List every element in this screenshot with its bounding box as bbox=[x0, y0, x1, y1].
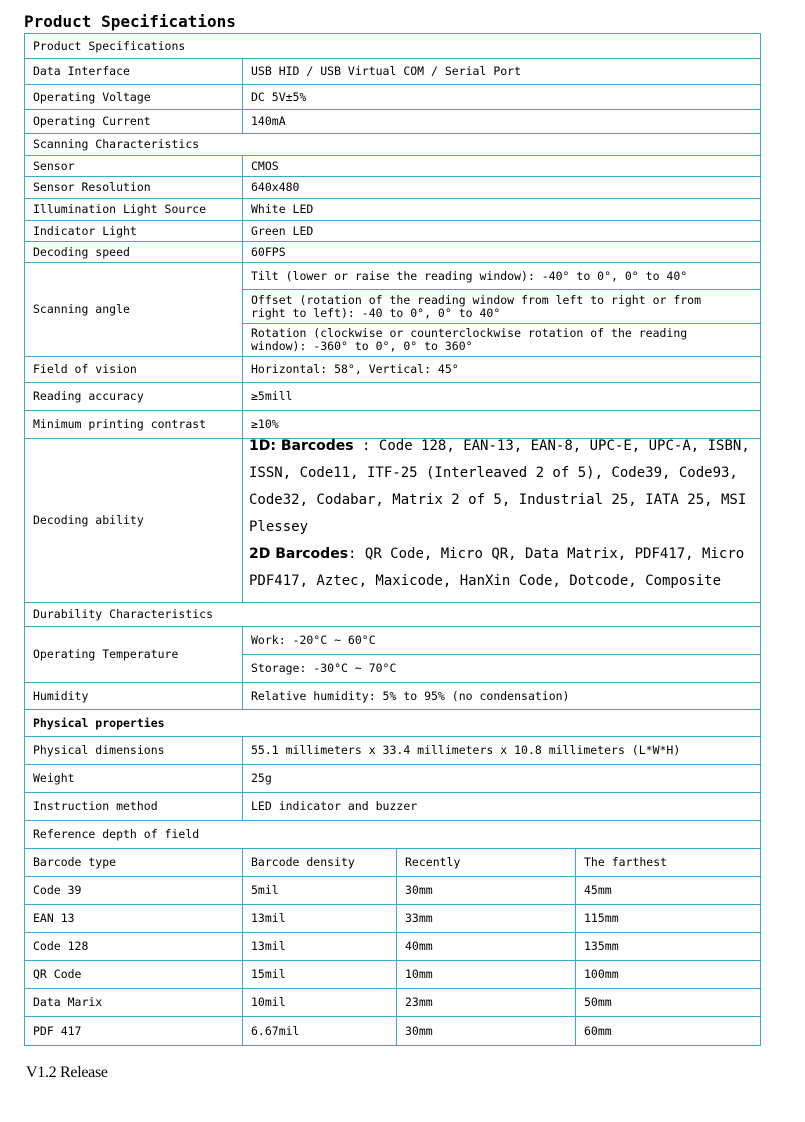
page-title: Product Specifications bbox=[24, 12, 236, 31]
decoding-1d-line: ISSN, Code11, ITF-25 (Interleaved 2 of 5), Code39, Code93, bbox=[249, 464, 738, 481]
table-cell: 6.67mil bbox=[243, 1017, 397, 1046]
table-row bbox=[25, 961, 761, 989]
section-header-durability: Durability Characteristics bbox=[25, 603, 761, 627]
table-cell: 30mm bbox=[397, 1017, 576, 1046]
row-label: Weight bbox=[25, 765, 243, 793]
table-cell: 115mm bbox=[576, 905, 761, 933]
section-header-depth: Reference depth of field bbox=[25, 821, 761, 849]
row-value: LED indicator and buzzer bbox=[243, 793, 761, 821]
table-cell: 10mil bbox=[243, 989, 397, 1017]
row-label: Sensor Resolution bbox=[25, 177, 243, 199]
column-header: Recently bbox=[397, 849, 576, 877]
row-value: 140mA bbox=[243, 110, 761, 134]
table-row bbox=[25, 989, 761, 1017]
column-header: Barcode type bbox=[25, 849, 243, 877]
decoding-2d-title: 2D Barcodes bbox=[249, 545, 349, 562]
table-cell: 45mm bbox=[576, 877, 761, 905]
scanning-angle-rotation bbox=[243, 324, 761, 357]
row-label: Illumination Light Source bbox=[25, 199, 243, 221]
row-value: 25g bbox=[243, 765, 761, 793]
offset-line: Offset (rotation of the reading window from left to right or from bbox=[251, 292, 702, 307]
table-cell: 50mm bbox=[576, 989, 761, 1017]
table-row bbox=[25, 1017, 761, 1046]
row-value: DC 5V±5% bbox=[243, 85, 761, 110]
row-label: Minimum printing contrast bbox=[25, 411, 243, 439]
row-value: White LED bbox=[243, 199, 761, 221]
table-cell: 10mm bbox=[397, 961, 576, 989]
decoding-2d-line: : QR Code, Micro QR, Data Matrix, PDF417, Micro bbox=[348, 545, 745, 562]
row-value: 60FPS bbox=[243, 242, 761, 263]
table-cell: 13mil bbox=[243, 905, 397, 933]
table-cell: 5mil bbox=[243, 877, 397, 905]
table-cell: 23mm bbox=[397, 989, 576, 1017]
scanning-angle-label: Scanning angle bbox=[25, 263, 243, 357]
column-header: Barcode density bbox=[243, 849, 397, 877]
row-label: Indicator Light bbox=[25, 221, 243, 242]
table-cell: 30mm bbox=[397, 877, 576, 905]
table-cell: Code 128 bbox=[25, 933, 243, 961]
row-value: CMOS bbox=[243, 156, 761, 177]
scanning-angle-offset bbox=[243, 290, 761, 324]
decoding-2d-line: PDF417, Aztec, Maxicode, HanXin Code, Dotcode, Composite bbox=[249, 572, 722, 589]
row-value: ≥5mill bbox=[243, 383, 761, 411]
operating-temperature-label: Operating Temperature bbox=[25, 627, 243, 683]
row-label: Reading accuracy bbox=[25, 383, 243, 411]
decoding-1d-line: Code32, Codabar, Matrix 2 of 5, Industrial 25, IATA 25, MSI bbox=[249, 491, 747, 508]
section-header-general: Product Specifications bbox=[25, 34, 761, 59]
decoding-1d-line: : Code 128, EAN-13, EAN-8, UPC-E, UPC-A, ISBN, bbox=[353, 438, 750, 454]
section-header-physical: Physical properties bbox=[25, 710, 761, 737]
row-label: Sensor bbox=[25, 156, 243, 177]
row-label: Operating Current bbox=[25, 110, 243, 134]
row-label: Instruction method bbox=[25, 793, 243, 821]
table-row bbox=[25, 877, 761, 905]
row-label: Physical dimensions bbox=[25, 737, 243, 765]
table-cell: PDF 417 bbox=[25, 1017, 243, 1046]
table-cell: QR Code bbox=[25, 961, 243, 989]
table-cell: 100mm bbox=[576, 961, 761, 989]
spec-table bbox=[24, 33, 761, 1046]
table-cell: 13mil bbox=[243, 933, 397, 961]
column-header: The farthest bbox=[576, 849, 761, 877]
row-value: 55.1 millimeters x 33.4 millimeters x 10.8 millimeters (L*W*H) bbox=[243, 737, 761, 765]
table-cell: Code 39 bbox=[25, 877, 243, 905]
row-value: USB HID / USB Virtual COM / Serial Port bbox=[243, 59, 761, 85]
row-value: Horizontal: 58°, Vertical: 45° bbox=[243, 357, 761, 383]
row-label: Operating Voltage bbox=[25, 85, 243, 110]
decoding-ability-label: Decoding ability bbox=[25, 439, 243, 603]
row-value: 640x480 bbox=[243, 177, 761, 199]
table-row bbox=[25, 933, 761, 961]
offset-line: right to left): -40 to 0°, 0° to 40° bbox=[251, 305, 501, 320]
table-cell: 40mm bbox=[397, 933, 576, 961]
decoding-ability-value bbox=[243, 439, 761, 603]
decoding-1d-title: 1D: Barcodes bbox=[249, 438, 354, 454]
version-footer: V1.2 Release bbox=[26, 1064, 108, 1081]
row-label: Decoding speed bbox=[25, 242, 243, 263]
table-cell: EAN 13 bbox=[25, 905, 243, 933]
table-cell: 33mm bbox=[397, 905, 576, 933]
rotation-line: Rotation (clockwise or counterclockwise rotation of the reading bbox=[251, 326, 688, 340]
temperature-storage: Storage: -30°C ~ 70°C bbox=[243, 655, 761, 683]
rotation-line: window): -360° to 0°, 0° to 360° bbox=[251, 339, 473, 353]
row-label: Field of vision bbox=[25, 357, 243, 383]
row-value: Green LED bbox=[243, 221, 761, 242]
table-cell: 15mil bbox=[243, 961, 397, 989]
table-cell: 135mm bbox=[576, 933, 761, 961]
section-header-scanning: Scanning Characteristics bbox=[25, 134, 761, 156]
scanning-angle-tilt: Tilt (lower or raise the reading window): -40° to 0°, 0° to 40° bbox=[243, 263, 761, 290]
decoding-1d-line: Plessey bbox=[249, 518, 309, 535]
row-label: Data Interface bbox=[25, 59, 243, 85]
humidity-label: Humidity bbox=[25, 683, 243, 710]
table-cell: 60mm bbox=[576, 1017, 761, 1046]
table-row bbox=[25, 905, 761, 933]
table-cell: Data Marix bbox=[25, 989, 243, 1017]
humidity-value: Relative humidity: 5% to 95% (no condensation) bbox=[243, 683, 761, 710]
temperature-work: Work: -20°C ~ 60°C bbox=[243, 627, 761, 655]
row-value: ≥10% bbox=[243, 411, 761, 439]
